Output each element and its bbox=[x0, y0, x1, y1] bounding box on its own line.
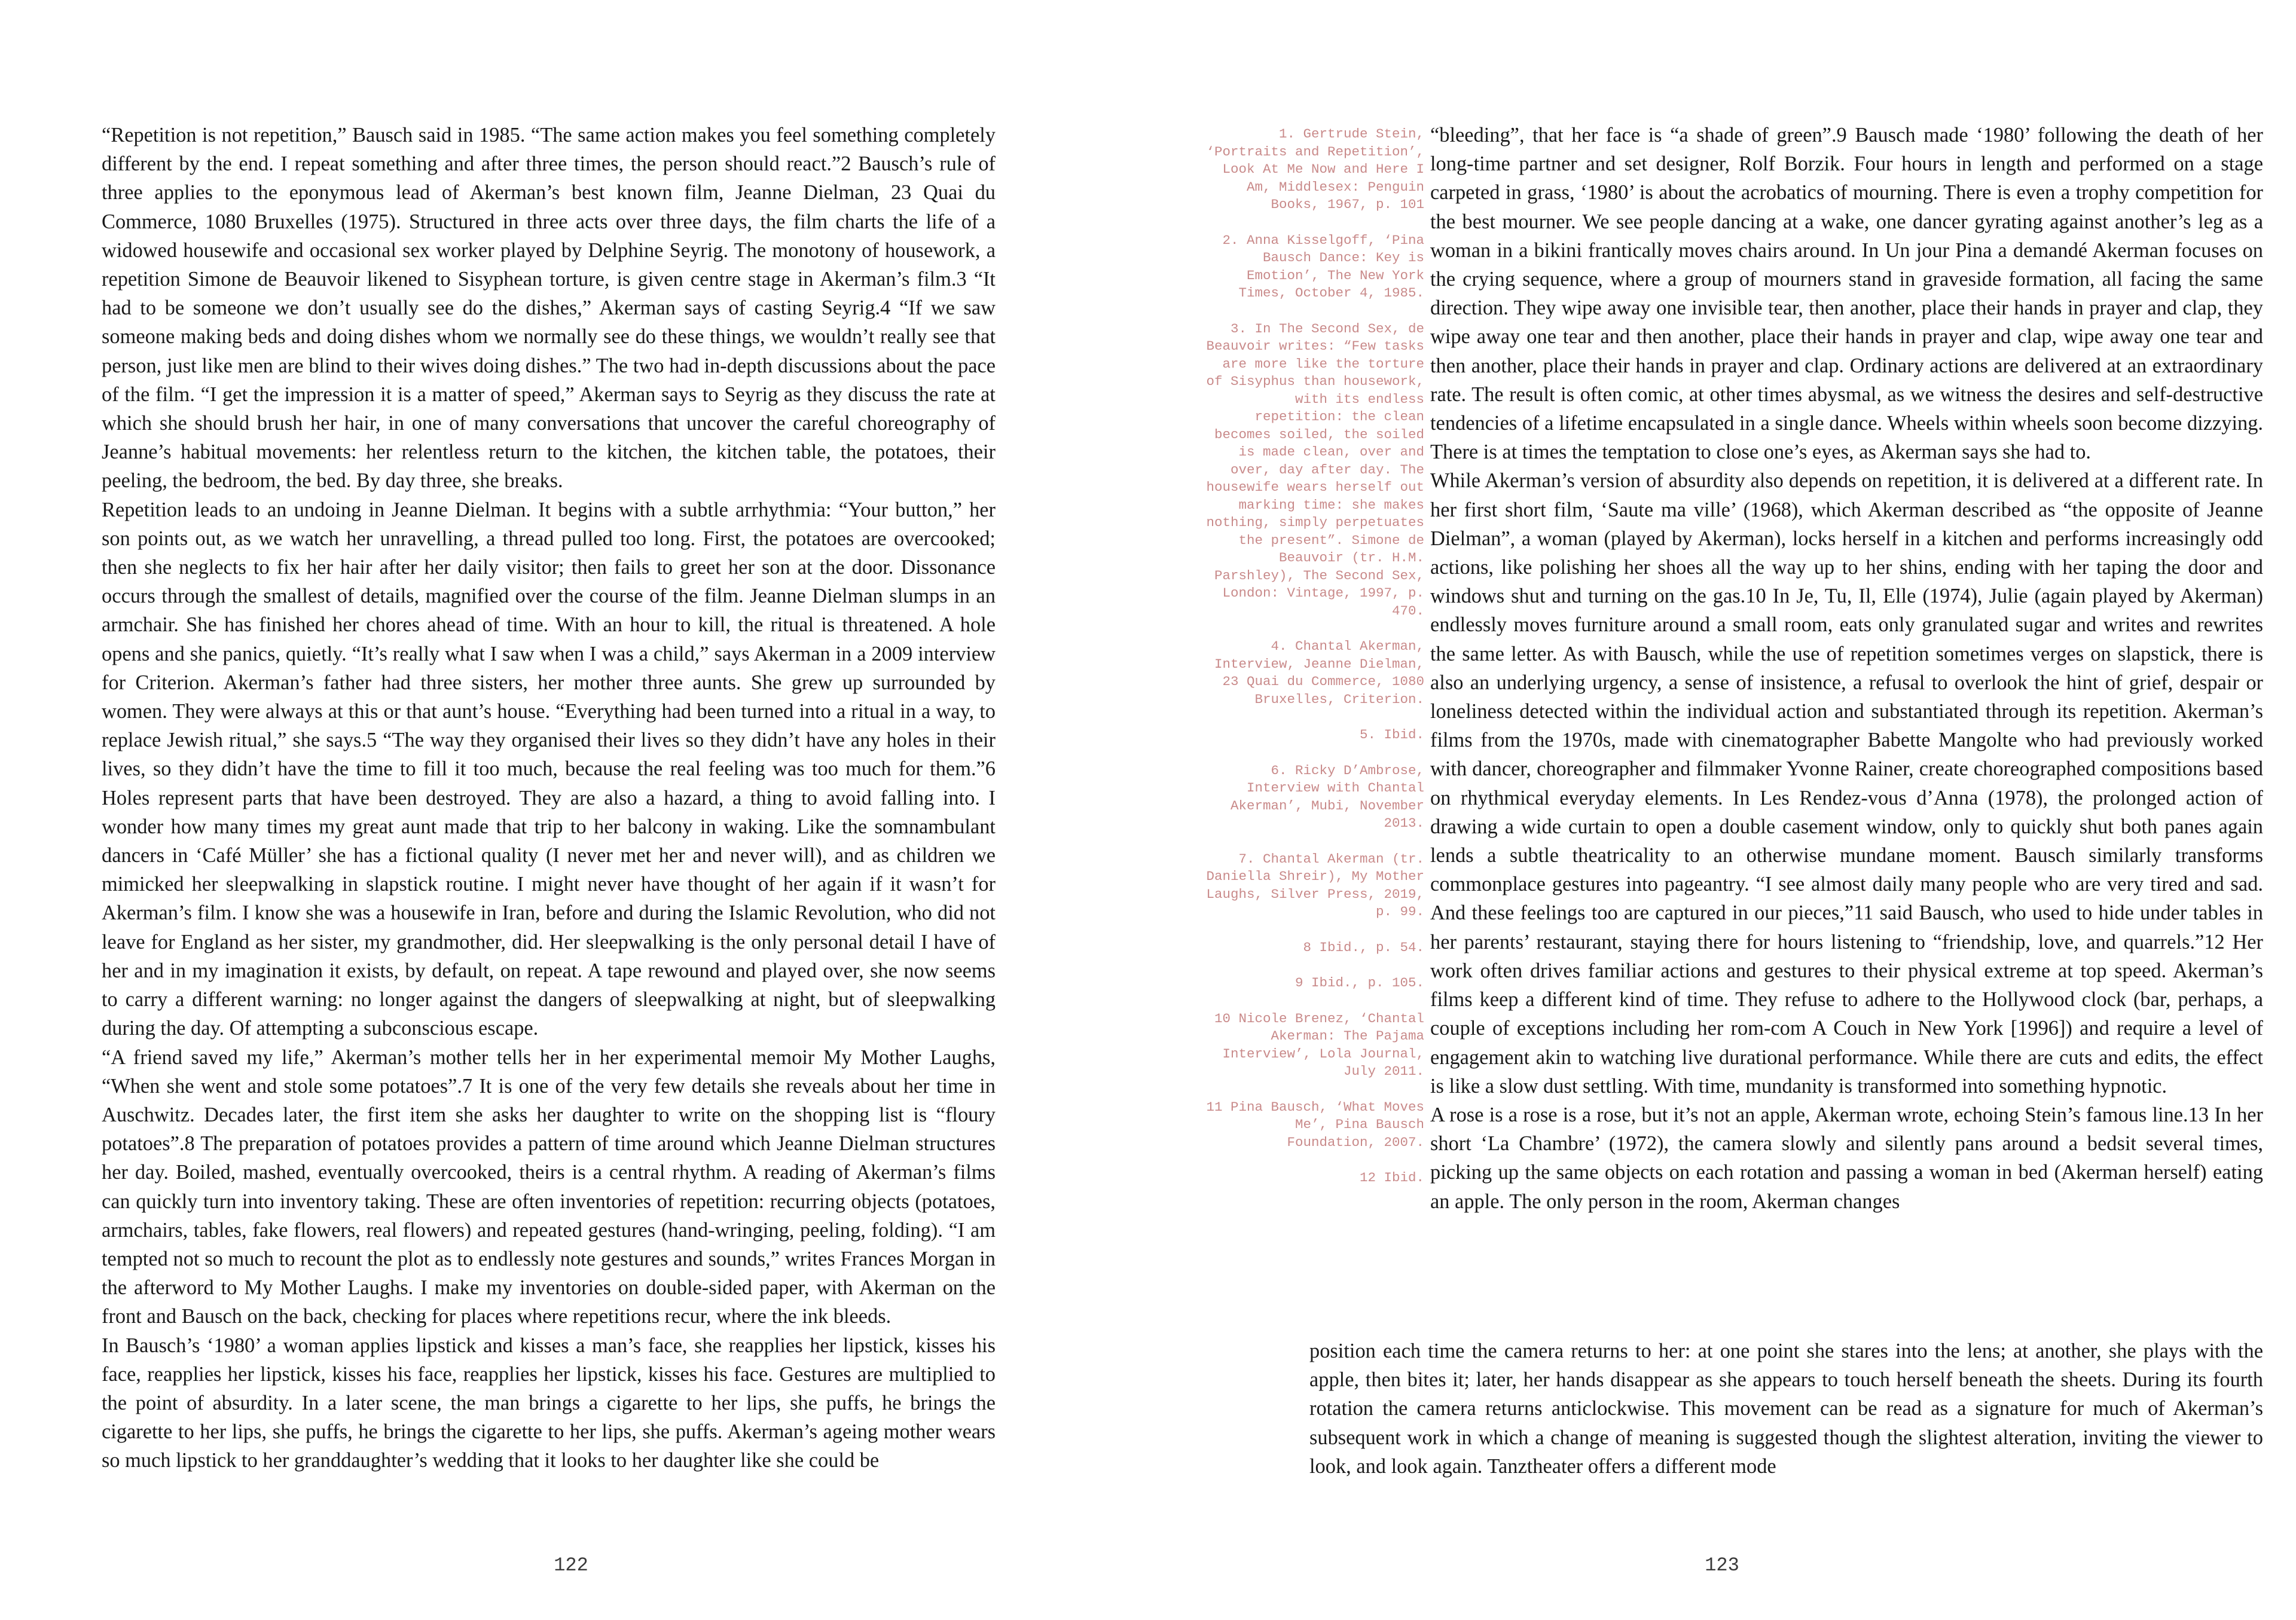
footnote: 8 Ibid., p. 54. bbox=[1303, 939, 1424, 955]
paragraph: “A friend saved my life,” Akerman’s mother tells her in her experimental memoir My Mother Laughs, “When she went and stole some potatoes”.7 It is one of the very few details she reveals about her time in Auschwitz. Decades later, the first item she asks her daughter to write on the shopping list is “floury potatoes”.8 The preparation of potatoes provides a pattern of time around which Jeanne Dielman structures her day. Boiled, mashed, eventually overcooked, theirs is a central rhythm. A reading of Akerman’s films can quickly turn into inventory taking. These are often inventories of repetition: recurring objects (potatoes, armchairs, tables, fake flowers, real flowers) and repeated gestures (hand-wringing, peeling, folding). “I am tempted not so much to recount the plot as to endlessly note gestures and sounds,” writes Frances Morgan in the afterword to My Mother Laughs. I make my inventories on double-sided paper, with Akerman on the front and Bausch on the back, checking for places where repetitions recur, where the ink bleeds. bbox=[102, 1046, 996, 1328]
paragraph: A rose is a rose is a rose, but it’s not an apple, Akerman wrote, echoing Stein’s famous line.13 In her short ‘La Chambre’ (1972), the camera slowly and silently pans around a bedsit several times, picking up the same objects on each rotation and passing a woman in bed (Akerman herself) eating an apple. The only person in the room, Akerman changes bbox=[1430, 1103, 2263, 1213]
right-page-body-upper bbox=[1430, 121, 2263, 1216]
footnote: 11 Pina Bausch, ‘What Moves Me’, Pina Bausch Foundation, 2007. bbox=[1206, 1099, 1424, 1150]
footnote: 4. Chantal Akerman, Interview, Jeanne Dielman, 23 Quai du Commerce, 1080 Bruxelles, Criterion. bbox=[1214, 638, 1424, 707]
footnote: 7. Chantal Akerman (tr. Daniella Shreir), My Mother Laughs, Silver Press, 2019, p. 99. bbox=[1206, 851, 1424, 919]
page-number-left: 122 bbox=[554, 1554, 588, 1576]
page-number-right: 123 bbox=[1705, 1554, 1739, 1576]
paragraph: While Akerman’s version of absurdity also depends on repetition, it is delivered at a different rate. In her first short film, ‘Saute ma ville’ (1968), which Akerman described as “the opposite of Jeanne Dielman”, a woman (played by Akerman), locks herself in a kitchen and performs increasingly odd actions, like polishing her shoes all the way up to her shins, ending with her taping the door and windows shut and turning on the gas.10 In Je, Tu, Il, Elle (1974), Julie (again played by Akerman) endlessly moves furniture around a small room, eats only granulated sugar and writes and rewrites the same letter. As with Bausch, while the use of repetition sometimes verges on slapstick, there is also an underlying urgency, a sense of insistence, a refusal to overlook the hint of grief, despair or loneliness detected within the individual action and substantiated through its repetition. Akerman’s films from the 1970s, made with cinematographer Babette Mangolte who had previously worked with dancer, choreographer and filmmaker Yvonne Rainer, create choreographed compositions based on rhythmical everyday elements. In Les Rendez-vous d’Anna (1978), the prolonged action of drawing a wide curtain to open a double casement window, only to quickly shut both panes again lends a subtle theatricality to an otherwise mundane moment. Bausch similarly transforms commonplace gestures into pageantry. “I see almost daily many people who are very tired and sad. And these feelings too are captured in our pieces,”11 said Bausch, who used to hide under tables in her parents’ restaurant, staying there for hours listening to “friendship, love, and quarrels.”12 Her work often drives familiar actions and gestures to their physical extreme at top speed. Akerman’s films keep a different kind of time. They refuse to adhere to the Hollywood clock (bar, perhaps, a couple of exceptions including her rom-com A Couch in New York [1996]) and require a level of engagement akin to watching live durational performance. While there are cuts and edits, the effect is like a slow dust settling. With time, mundanity is transformed into something hypnotic. bbox=[1430, 469, 2263, 1098]
footnote: 10 Nicole Brenez, ‘Chantal Akerman: The Pajama Interview’, Lola Journal, July 2011. bbox=[1214, 1010, 1424, 1079]
paragraph: “bleeding”, that her face is “a shade of green”.9 Bausch made ‘1980’ following the death of her long-time partner and set designer, Rolf Borzik. Four hours in length and performed on a stage carpeted in grass, ‘1980’ is about the acrobatics of mourning. There is even a trophy competition for the best mourner. We see people dancing at a wake, one dancer gyrating against another’s leg as a woman in a bikini frantically moves chairs around. In Un jour Pina a demandé Akerman focuses on the crying sequence, where a group of mourners stand in graveside formation, all facing the same direction. They wipe away one invisible tear, then another, place their hands in prayer and clap, they wipe away one tear and then another, place their hands in prayer and clap, wipe away one tear and then another, place their hands in prayer and clap. Ordinary actions are delivered at an extraordinary rate. The result is often comic, at other times abysmal, as we witness the desires and self-destructive tendencies of a lifetime encapsulated in a single dance. Wheels within wheels soon become dizzying. There is at times the temptation to close one’s eyes, as Akerman says she had to. bbox=[1430, 124, 2263, 464]
paragraph: Repetition leads to an undoing in Jeanne Dielman. It begins with a subtle arrhythmia: “Your button,” her son points out, as we watch her unravelling, a thread pulled too long. First, the potatoes are overcooked; then she neglects to fix her hair after her daily visitor; then fails to greet her son at the door. Dissonance occurs through the smallest of details, magnified over the course of the film. Jeanne Dielman slumps in an armchair. She has finished her chores ahead of time. With an hour to kill, the ritual is threatened. A hole opens and she panics, quietly. “It’s really what I saw when I was a child,” says Akerman in a 2009 interview for Criterion. Akerman’s father had three sisters, her mother three aunts. She grew up surrounded by women. They were always at this or that aunt’s house. “Everything had been turned into a ritual in a way, to replace Jewish ritual,” she says.5 “The way they organised their lives so they didn’t have any holes in their lives, so they didn’t have the time to fill it too much, because the real feeling was too much for them.”6 Holes represent parts that have been destroyed. They are also a hazard, a thing to avoid falling into. I wonder how many times my great aunt made that trip to her balcony in waking. Like the somnambulant dancers in ‘Café Müller’ she has a fictional quality (I never met her and never will), and as children we mimicked her sleepwalking in slapstick routine. I might never have thought of her again if it wasn’t for Akerman’s film. I know she was a housewife in Iran, before and during the Islamic Revolution, who did not leave for England as her sister, my grandmother, did. Her sleepwalking is the only personal detail I have of her and in my imagination it exists, by default, on repeat. A tape rewound and played over, she now seems to carry a different warning: no longer against the dangers of sleepwalking at night, but of sleepwalking during the day. Of attempting a subconscious escape. bbox=[102, 498, 996, 1040]
footnotes-column bbox=[1202, 126, 1424, 1205]
footnote: 5. Ibid. bbox=[1359, 727, 1424, 742]
paragraph: “Repetition is not repetition,” Bausch said in 1985. “The same action makes you feel something completely different by the end. I repeat something and after three times, the person should react.”2 Bausch’s rule of three applies to the eponymous lead of Akerman’s best known film, Jeanne Dielman, 23 Quai du Commerce, 1080 Bruxelles (1975). Structured in three acts over three days, the film charts the life of a widowed housewife and occasional sex worker played by Delphine Seyrig. The monotony of housework, a repetition Simone de Beauvoir likened to Sisyphean torture, is given centre stage in Akerman’s film.3 “It had to be someone we don’t usually see do the dishes,” Akerman says of casting Seyrig.4 “If we saw someone making beds and doing dishes whom we normally see do these things, we wouldn’t really see that person, just like men are blind to their wives doing dishes.” The two had in-depth discussions about the pace of the film. “I get the impression it is a matter of speed,” Akerman says to Seyrig as they discuss the rate at which she should brush her hair, in one of many conversations that uncover the careful choreography of Jeanne’s habitual movements: her relentless return to the kitchen, the kitchen table, the potatoes, their peeling, the bedroom, the bed. By day three, she breaks. bbox=[102, 124, 996, 493]
right-page-body-lower bbox=[1309, 1337, 2263, 1481]
paragraph: In Bausch’s ‘1980’ a woman applies lipstick and kisses a man’s face, she reapplies her lipstick, kisses his face, reapplies her lipstick, kisses his face, reapplies her lipstick, kisses his face. Gestures are multiplied to the point of absurdity. In a later scene, the man brings a cigarette to her lips, she puffs, he brings the cigarette to her lips, she puffs, he brings the cigarette to her lips, she puffs. Akerman’s ageing mother wears so much lipstick to her granddaughter’s wedding that it looks to her daughter like she could be bbox=[102, 1334, 996, 1472]
footnote: 2. Anna Kisselgoff, ‘Pina Bausch Dance: Key is Emotion’, The New York Times, October 4, 1985. bbox=[1222, 232, 1424, 301]
footnote: 3. In The Second Sex, de Beauvoir writes: “Few tasks are more like the torture of Sisyphus than housework, with its endless repetition: the clean becomes soiled, the soiled is made clean, over and over, day after day. The housewife wears herself out marking time: she makes nothing, simply perpetuates the present”. Simone de Beauvoir (tr. H.M. Parshley), The Second Sex, London: Vintage, 1997, p. 470. bbox=[1206, 320, 1424, 619]
footnote: 6. Ricky D’Ambrose, Interview with Chantal Akerman’, Mubi, November 2013. bbox=[1230, 762, 1424, 831]
footnote: 12 Ibid. bbox=[1359, 1170, 1424, 1185]
footnote: 1. Gertrude Stein, ‘Portraits and Repetition’, Look At Me Now and Here I Am, Middlesex: Penguin Books, 1967, p. 101 bbox=[1206, 126, 1424, 212]
paragraph: position each time the camera returns to her: at one point she stares into the lens; at another, she plays with the apple, then bites it; later, her hands disappear as she appears to touch herself beneath the sheets. During its fourth rotation the camera returns anticlockwise. This movement can be read as a signature for much of Akerman’s subsequent work in which a change of meaning is suggested though the slightest alteration, inviting the viewer to look, and look again. Tanztheater offers a different mode bbox=[1309, 1340, 2263, 1478]
footnote: 9 Ibid., p. 105. bbox=[1294, 975, 1424, 991]
left-page-body bbox=[102, 121, 996, 1475]
